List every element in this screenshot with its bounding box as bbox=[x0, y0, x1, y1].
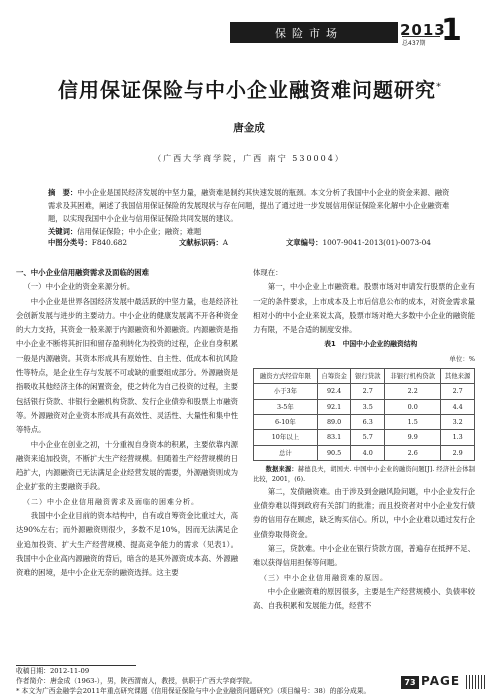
page-decoration bbox=[466, 675, 486, 689]
clc-number: 中图分类号：F840.682 bbox=[48, 238, 128, 247]
abstract-block bbox=[48, 186, 450, 238]
fund-note: * 本文为广西金融学会2011年重点研究课题《信用保证保险与中小企业融资问题研究》（项目编号：38）的部分成果。 bbox=[16, 687, 371, 694]
paragraph: 中小企业融资难的原因很多，主要是生产经营规模小、负债率较高、自我积累和发展能力低，经营不 bbox=[253, 586, 475, 611]
table-cell: 总计 bbox=[254, 445, 318, 460]
table-row bbox=[254, 445, 475, 460]
table-cell: 92.4 bbox=[317, 384, 351, 399]
subsection-heading: （三）中小企业信用融资难的原因。 bbox=[260, 573, 388, 582]
abstract-text: 摘 要：中小企业是国民经济发展的中坚力量，融资难是制约其快速发展的瓶颈。本文分析了我国中小企业的资金来源、融资需求及其困难，阐述了我国信用保证保险的发展现状与存在问题，提出了通过进一步发展信用保证保险来化解中小企业融资难题，以实现我国中小企业与信用保证保险共同发展的建议。 bbox=[48, 188, 450, 223]
table-cell: 89.0 bbox=[317, 414, 351, 429]
table-header-cell: 非银行机构贷款 bbox=[385, 369, 441, 384]
author-affiliation: （广西大学商学院，广西 南宁 530004） bbox=[153, 154, 345, 163]
table-header-cell: 融资方式经营年限 bbox=[254, 369, 318, 384]
table-source: 数据来源：赫德良夫，胡国夫. 中国中小企业的融资问题[J]. 经济社会体制比较，2001，(6). bbox=[253, 465, 476, 483]
body-left-column bbox=[16, 266, 238, 581]
table-header-cell: 其他来源 bbox=[441, 369, 475, 384]
section-heading: 一、中小企业信用融资需求及面临的困难 bbox=[16, 268, 150, 277]
article-number: 文章编号：1007-9041-2013(01)-0073-04 bbox=[286, 238, 431, 247]
table-cell: 4.4 bbox=[441, 399, 475, 414]
table-row bbox=[254, 430, 475, 445]
received-date: 收稿日期：2012-11-09 bbox=[16, 667, 90, 675]
table-title: 表1 中国中小企业的融资结构 bbox=[324, 340, 418, 349]
table-row bbox=[254, 399, 475, 414]
paragraph: 第二，发债融资难。由于涉及到金融风险问题，中小企业发行企业债券难以得到政府有关部门的批准；而且投资者对中小企业发行债券的信用存在顾虑，缺乏购买信心。所以，中小企业难以通过发行企业债券取得资金。 bbox=[253, 486, 475, 539]
page-label: PAGE bbox=[421, 674, 461, 688]
paragraph: 中小企业是世界各国经济发展中最活跃的中坚力量，也是经济社会创新发展与进步的主要动力。中小企业的健康发展离不开各种资金的大力支持，其资金一般来源于内源融资和外源融资。内源融资是指中小企业不断将其折旧和留存盈利转化为投资的过程，企业自身积累一般是内源融资。其资本形成具有原始性、自主性、低成本和抗风险性等特点，是企业生存与发展不可或缺的重要组成部分。外源融资是指吸收其他经济主体的闲置资金，使之转化为自己投资的过程，主要包括银行贷款、非银行金融机构贷款、发行企业债券和股票上市融资等。外源融资对企业资本形成具有高效性、灵活性、大量性和集中性等特点。 bbox=[16, 296, 238, 435]
table-cell: 1.3 bbox=[441, 430, 475, 445]
table-cell: 6-10年 bbox=[254, 414, 318, 429]
table-cell: 9.9 bbox=[385, 430, 441, 445]
table-cell: 2.9 bbox=[441, 445, 475, 460]
article-title: 信用保证保险与中小企业融资难问题研究* bbox=[58, 78, 442, 102]
subsection-heading: （二）中小企业信用融资需求及面临的困难分析。 bbox=[23, 497, 199, 506]
paragraph: 我国中小企业目前的资本结构中，自有或自筹资金比重过大，高达90%左右；而外源融资则很少，多数不足10%，因而无法满足企业追加投资、扩大生产经营规模、提高竞争能力的需求（见表1）。我国中小企业高内源融资的背后，暗含的是其外源资成本高、外源融资难的困境，是中小企业无奈的融资选择。这主要 bbox=[16, 511, 238, 578]
table-cell: 10年以上 bbox=[254, 430, 318, 445]
table-cell: 1.5 bbox=[385, 414, 441, 429]
table-cell: 83.1 bbox=[317, 430, 351, 445]
table-unit: 单位：% bbox=[449, 354, 475, 363]
table-cell: 2.6 bbox=[385, 445, 441, 460]
issue-year: 2013 bbox=[400, 21, 446, 39]
issue-number: 1 bbox=[441, 13, 462, 48]
author-bio: 作者简介：唐金成（1963-），男，陕西渭南人，教授，供职于广西大学商学院。 bbox=[16, 677, 257, 685]
table-cell: 5.7 bbox=[351, 430, 385, 445]
table-cell: 2.7 bbox=[351, 384, 385, 399]
table-cell: 3-5年 bbox=[254, 399, 318, 414]
author-name: 唐金成 bbox=[233, 122, 265, 134]
title-footnote-mark: * bbox=[436, 81, 442, 93]
table-cell: 4.0 bbox=[351, 445, 385, 460]
table-cell: 6.3 bbox=[351, 414, 385, 429]
paragraph: 中小企业在创业之初，十分重视自身资本的积累，主要依靠内源融资来追加投资，不断扩大生产经营规模。但随着生产经营规模的日趋扩大，内源融资已无法满足企业经营发展的需要，外源融资则成为企业扩张的主要融资手段。 bbox=[16, 439, 238, 492]
table-header-cell: 自筹资金 bbox=[317, 369, 351, 384]
table-cell: 2.7 bbox=[441, 384, 475, 399]
keywords-line: 关键词：信用保证保险；中小企业；融资；难题 bbox=[48, 227, 202, 236]
header-rule bbox=[402, 36, 440, 37]
table-cell: 3.2 bbox=[441, 414, 475, 429]
table-header-row bbox=[254, 369, 475, 384]
financing-structure-table bbox=[253, 368, 475, 461]
paragraph: 体现在： bbox=[253, 268, 283, 277]
paragraph: 第一，中小企业上市融资难。股票市场对申请发行股票的企业有一定的条件要求，上市成本及上市后信息公布的成本，对资金需求量相对小的中小企业来说太高，股票市场对绝大多数中小企业的融资能力有限，不是合适的制度安排。 bbox=[253, 282, 475, 335]
page-number: 73 bbox=[401, 676, 419, 689]
table-row bbox=[254, 414, 475, 429]
table-cell: 90.5 bbox=[317, 445, 351, 460]
paragraph: 第三，贷款难。中小企业在银行贷款方面，普遍存在抵押不足、难以获得信用担保等问题。 bbox=[253, 544, 475, 568]
table-cell: 3.5 bbox=[351, 399, 385, 414]
table-header-cell: 银行贷款 bbox=[351, 369, 385, 384]
document-code: 文献标识码：A bbox=[179, 238, 229, 247]
table-cell: 92.1 bbox=[317, 399, 351, 414]
table-cell: 2.2 bbox=[385, 384, 441, 399]
body-right-column bbox=[253, 266, 475, 614]
issue-total: 总437期 bbox=[402, 40, 426, 47]
table-cell: 0.0 bbox=[385, 399, 441, 414]
subsection-heading: （一）中小企业的资金来源分析。 bbox=[23, 282, 135, 292]
table-cell: 小于3年 bbox=[254, 384, 318, 399]
section-label: 保险市场 bbox=[275, 27, 343, 40]
table-row bbox=[254, 384, 475, 399]
